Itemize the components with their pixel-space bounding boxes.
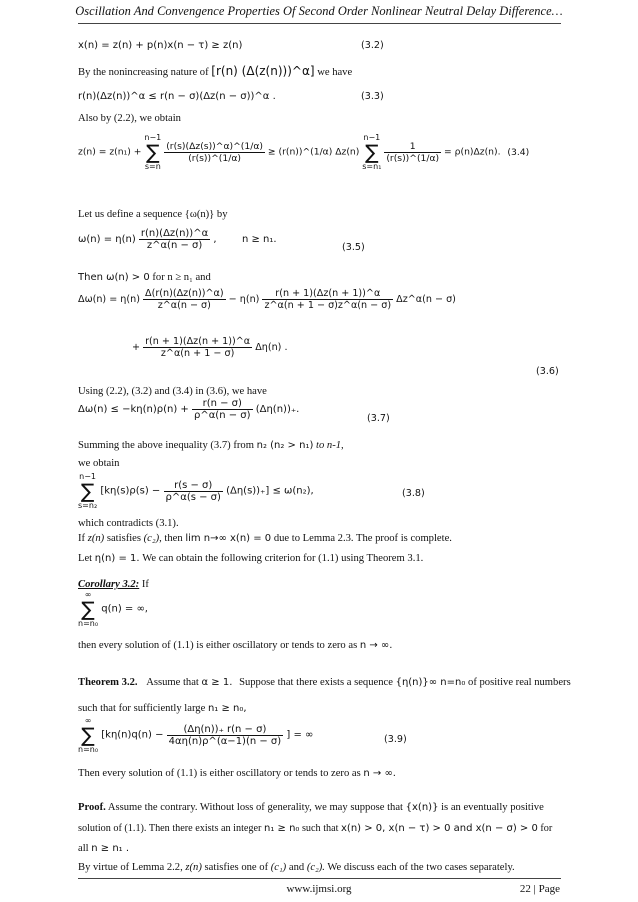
equation-3-9 <box>78 716 313 754</box>
denominator: z^α(n − σ) <box>157 300 211 311</box>
fraction <box>164 480 223 503</box>
fraction <box>143 288 226 311</box>
equation-number: (3.5) <box>342 242 365 253</box>
eq-text: (Δη(n))₊. <box>255 404 300 415</box>
text: z(n) <box>185 862 202 873</box>
numerator: (r(s)(Δz(s))^α)^(1/α) <box>166 140 263 152</box>
eq-text: [kη(s)ρ(s) − <box>100 485 161 497</box>
equation-number: (3.6) <box>536 366 559 377</box>
sigma-symbol: ∑ <box>146 140 160 164</box>
inline-math: n₂ (n₂ > n₁) <box>256 440 314 451</box>
inline-math: η(n) = 1. <box>94 553 140 564</box>
fraction <box>143 336 252 359</box>
paragraph <box>78 843 129 854</box>
denominator: 4αη(n)ρ^(α−1)(n − σ) <box>168 735 282 747</box>
text: for <box>540 823 553 834</box>
text: Assume that <box>146 677 199 688</box>
text: then every solution of (1.1) is either oscillatory or tends to zero as <box>78 640 358 651</box>
paragraph <box>78 768 396 779</box>
text: such that <box>301 823 339 834</box>
text: and <box>195 272 211 283</box>
eq-text: (Δη(s))₊] ≤ ω(n₂), <box>226 485 314 497</box>
equation-3-6-line-1 <box>78 288 456 311</box>
inline-math: Then ω(n) > 0 <box>78 272 150 283</box>
text: (c₂), <box>143 533 162 544</box>
text: then <box>164 533 183 544</box>
sigma-symbol: ∑ <box>80 479 95 503</box>
equation-number: (3.3) <box>361 91 384 102</box>
eq-text: , n ≥ n₁. <box>213 234 277 245</box>
inline-math: n → ∞. <box>363 768 396 779</box>
text: Summing the above inequality (3.7) from <box>78 440 254 451</box>
text: due to Lemma 2.3. The proof is complete. <box>273 533 452 544</box>
paragraph: we obtain <box>78 458 120 469</box>
inline-math: n₁ ≥ n₀, <box>207 703 247 714</box>
text: such that for sufficiently large <box>78 703 206 714</box>
paragraph: Using (2.2), (3.2) and (3.4) in (3.6), we have <box>78 386 267 397</box>
denominator: ρ^α(n − σ) <box>193 410 251 421</box>
inline-math: {x(n)} <box>405 802 439 813</box>
eq-text: [kη(n)q(n) − <box>101 729 164 741</box>
text: Suppose that there exists a sequence <box>239 677 393 688</box>
sigma-symbol: ∑ <box>81 597 95 621</box>
header-rule <box>78 23 561 24</box>
paragraph <box>78 553 423 564</box>
text: We can obtain the following criterion for (1.1) using Theorem 3.1. <box>142 553 424 564</box>
inline-math: x(n) > 0, x(n − τ) > 0 and x(n − σ) > 0 <box>341 823 538 834</box>
paragraph <box>78 440 344 451</box>
text: We discuss each of the two cases separately. <box>327 862 515 873</box>
fraction <box>262 288 393 311</box>
inline-math: n₁ ≥ n₀ <box>263 823 300 834</box>
fraction <box>192 398 253 421</box>
denominator: (r(s))^(1/α) <box>386 152 440 164</box>
footer-rule <box>78 878 561 879</box>
paragraph: Let us define a sequence {ω(n)} by <box>78 209 228 220</box>
inline-math: lim n→∞ x(n) = 0 <box>185 533 272 544</box>
text: (c₁) <box>270 862 287 873</box>
sum-lower: n=n₀ <box>78 745 99 754</box>
text: solution of (1.1). Then there exists an integer <box>78 823 262 834</box>
equation-3-5 <box>78 228 277 251</box>
text: and <box>288 862 305 873</box>
summation <box>144 133 161 171</box>
sum-upper: n−1 <box>79 472 97 481</box>
text: z(n) <box>87 533 105 544</box>
denominator: (r(s))^(1/α) <box>188 152 241 164</box>
equation-number: (3.4) <box>507 146 530 158</box>
fraction <box>139 228 210 251</box>
eq-text: ≥ (r(n))^(1/α) Δz(n) <box>267 146 360 158</box>
fraction <box>164 141 265 164</box>
theorem-label: Theorem 3.2. <box>78 677 138 688</box>
paragraph <box>78 64 352 78</box>
sum-upper: n−1 <box>144 133 162 142</box>
paragraph <box>78 272 211 283</box>
text: satisfies <box>106 533 141 544</box>
fraction <box>167 724 284 747</box>
sum-lower: s=n₁ <box>362 162 382 171</box>
sigma-symbol: ∑ <box>365 140 379 164</box>
equation-3-3: r(n)(Δz(n))^α ≤ r(n − σ)(Δz(n − σ))^α . <box>78 91 276 102</box>
fraction <box>384 141 441 164</box>
text: of positive real numbers <box>468 677 571 688</box>
sum-upper: ∞ <box>84 716 92 725</box>
text: By virtue of Lemma 2.2, <box>78 862 183 873</box>
equation-3-7 <box>78 398 299 421</box>
numerator: r(n − σ) <box>192 398 253 410</box>
text: satisfies one of <box>204 862 269 873</box>
text: we have <box>317 67 353 78</box>
paragraph: Also by (2.2), we obtain <box>78 113 181 124</box>
text: for n ≥ n₁ <box>152 272 193 283</box>
eq-text: Δη(n) . <box>255 342 288 353</box>
denominator: z^α(n + 1 − σ) <box>160 348 235 359</box>
text: is an eventually positive <box>441 802 544 813</box>
eq-text: z(n) = z(n₁) + <box>78 146 142 158</box>
page-number: 22 | Page <box>519 883 560 895</box>
summation <box>362 133 381 171</box>
eq-text: + <box>132 342 141 353</box>
equation-3-8 <box>78 472 314 510</box>
inline-math: n ≥ n₁ . <box>91 843 130 854</box>
sum-lower: s=n₂ <box>78 501 98 510</box>
numerator: r(s − σ) <box>164 480 223 492</box>
equation-number: (3.9) <box>384 734 407 745</box>
summation <box>78 472 97 510</box>
eq-text: ω(n) = η(n) <box>78 234 136 245</box>
paragraph <box>78 703 247 714</box>
eq-text: = ρ(n)Δz(n). <box>444 146 501 158</box>
equation-number: (3.7) <box>367 413 390 424</box>
inline-math: n → ∞. <box>359 640 393 651</box>
denominator: z^α(n − σ) <box>146 240 203 251</box>
corollary-equation <box>78 590 148 628</box>
summation <box>78 716 98 754</box>
denominator: z^α(n + 1 − σ)z^α(n − σ) <box>264 300 392 311</box>
equation-3-4 <box>78 133 529 171</box>
paragraph <box>78 533 452 544</box>
text: If <box>141 579 149 590</box>
paragraph <box>78 823 552 834</box>
equation-number: (3.2) <box>361 40 384 51</box>
paragraph <box>78 640 392 651</box>
numerator: r(n + 1)(Δz(n + 1))^α <box>262 288 393 300</box>
corollary-label: Corollary 3.2: <box>78 579 140 590</box>
theorem-statement <box>78 677 571 688</box>
inline-math: {η(n)}∞ n=n₀ <box>395 677 466 688</box>
text: Let <box>78 553 93 564</box>
text: all <box>78 843 89 854</box>
sum-lower: s=n <box>144 162 161 171</box>
proof-label: Proof. <box>78 802 106 813</box>
paragraph: which contradicts (3.1). <box>78 518 179 529</box>
eq-text: Δω(n) = η(n) <box>78 294 140 305</box>
sum-lower: n=n₀ <box>78 619 99 628</box>
text: By the nonincreasing nature of <box>78 67 209 78</box>
numerator: 1 <box>384 141 441 153</box>
text: If <box>78 533 86 544</box>
eq-text: ] = ∞ <box>286 729 314 741</box>
equation-number: (3.8) <box>402 488 425 499</box>
numerator: Δ(r(n)(Δz(n))^α) <box>145 288 224 299</box>
proof-paragraph <box>78 802 544 813</box>
equation-3-2: x(n) = z(n) + p(n)x(n − τ) ≥ z(n) <box>78 40 243 51</box>
numerator: r(n)(Δz(n))^α <box>140 228 209 239</box>
eq-text: Δz^α(n − σ) <box>396 294 456 305</box>
sum-upper: ∞ <box>84 590 92 599</box>
footer-url: www.ijmsi.org <box>286 883 352 895</box>
numerator: r(n + 1)(Δz(n + 1))^α <box>145 336 251 347</box>
equation-3-6-line-2 <box>132 336 288 359</box>
eq-text: q(n) = ∞, <box>101 603 148 615</box>
eq-text: − η(n) <box>228 294 260 305</box>
text: (c₂). <box>306 862 325 873</box>
sigma-symbol: ∑ <box>81 723 95 747</box>
text: to n-1, <box>316 440 344 451</box>
sum-upper: n−1 <box>363 133 381 142</box>
paragraph <box>78 862 515 873</box>
numerator: (Δη(n))₊ r(n − σ) <box>167 724 284 736</box>
text: Assume the contrary. Without loss of generality, we may suppose that <box>107 802 403 813</box>
eq-text: Δω(n) ≤ −kη(n)ρ(n) + <box>78 404 189 415</box>
corollary-heading <box>78 579 149 590</box>
inline-math: α ≥ 1. <box>201 677 233 688</box>
summation <box>78 590 98 628</box>
running-header: Oscillation And Convengence Properties Of Second Order Nonlinear Neutral Delay Difference… <box>75 4 563 18</box>
text: Then every solution of (1.1) is either oscillatory or tends to zero as <box>78 768 361 779</box>
inline-math: [r(n) (Δ(z(n)))^α] <box>211 64 315 78</box>
denominator: ρ^α(s − σ) <box>165 491 221 503</box>
